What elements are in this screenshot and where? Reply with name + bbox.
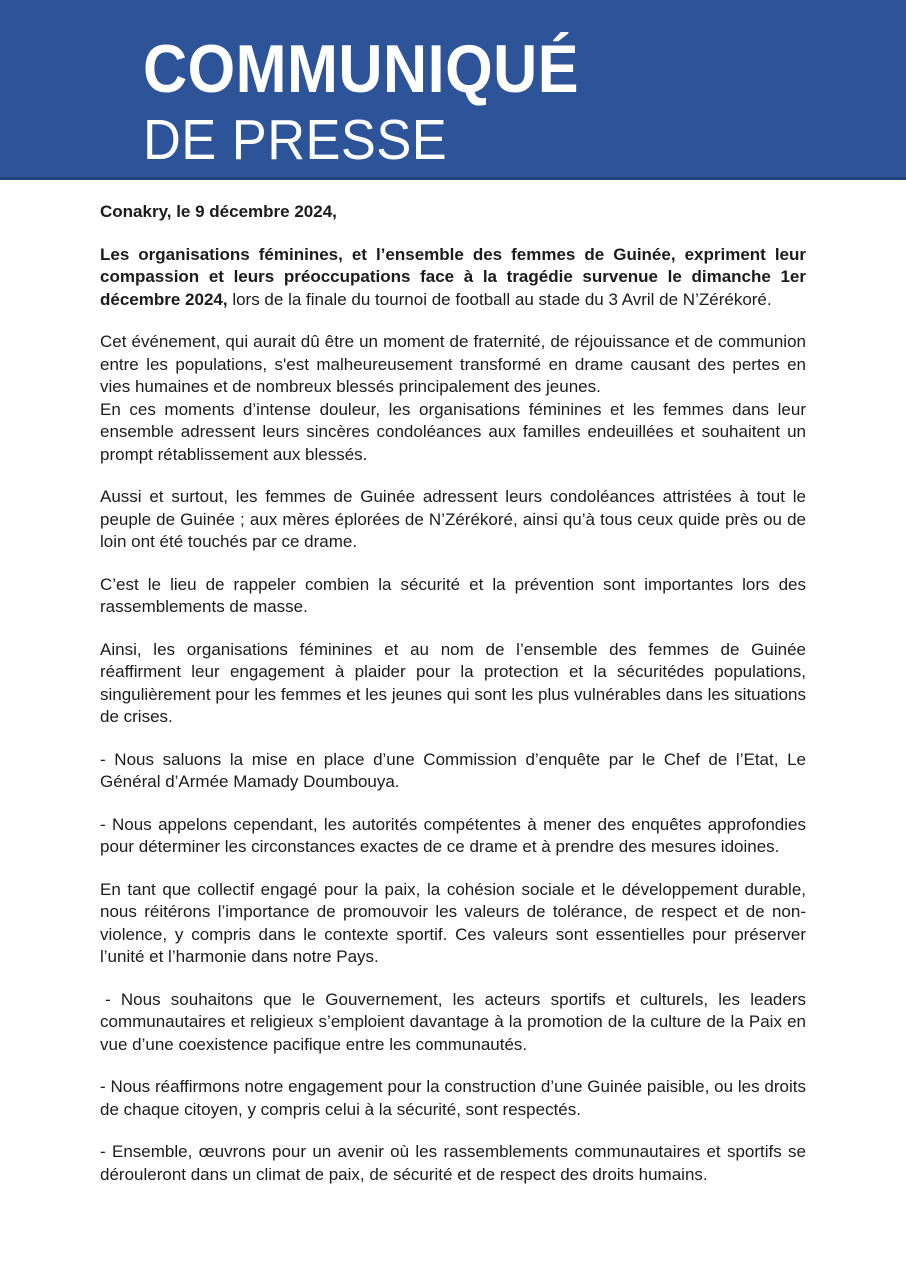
paragraph — [100, 814, 806, 859]
header-title-communique: COMMUNIQUÉ — [143, 31, 579, 108]
paragraph-text-bold: Conakry, le 9 décembre 2024, — [100, 202, 337, 221]
paragraph — [100, 879, 806, 969]
paragraph-text: - Ensemble, œuvrons pour un avenir où les rassemblements communautaires et sportifs se dérouleront dans un climat de paix, de sécurité et de respect des droits humains. — [100, 1142, 806, 1184]
paragraph — [100, 486, 806, 554]
paragraph — [100, 574, 806, 619]
paragraph-text: En ces moments d’intense douleur, les organisations féminines et les femmes dans leur ensemble adressent leurs sincères condoléances aux familles endeuillées et souhaitent un prompt rétablissement aux blessés. — [100, 399, 806, 464]
paragraph-text: Aussi et surtout, les femmes de Guinée adressent leurs condoléances attristées à tout le peuple de Guinée ; aux mères éplorées de N’Zérékoré, ainsi qu’à tous ceux quide près ou de loin ont été touchés par ce drame. — [100, 487, 806, 551]
header-title-de-presse: DE PRESSE — [143, 108, 448, 172]
paragraph-text: Ainsi, les organisations féminines et au nom de l’ensemble des femmes de Guinée réaffirment leur engagement à plaider pour la protection et la sécuritédes populations, singulièrement pour les femmes et les jeunes qui sont les plus vulnérables dans les situations de crises. — [100, 639, 806, 726]
paragraph — [100, 201, 806, 224]
paragraph — [100, 331, 806, 399]
press-release-header — [0, 0, 906, 180]
paragraph-text: - Nous souhaitons que le Gouvernement, les acteurs sportifs et culturels, les leaders communautaires et religieux s’emploient davantage à la promotion de la culture de la Paix en vue d’une coexistence pacifique entre les communautés. — [100, 989, 806, 1054]
paragraph — [100, 639, 806, 729]
paragraph — [100, 1141, 806, 1186]
paragraph — [100, 244, 806, 312]
document-body — [0, 180, 906, 1186]
paragraph-text: C’est le lieu de rappeler combien la sécurité et la prévention sont importantes lors des rassemblements de masse. — [100, 574, 806, 616]
paragraph-text-bold: Les organisations féminines, et l’ensemble des femmes de Guinée, expriment leur compassion et leurs préoccupations face à la tragédie survenue le dimanche 1er décembre 2024, — [100, 244, 806, 309]
paragraph-text: lors de la finale du tournoi de football au stade du 3 Avril de N’Zérékoré. — [227, 289, 772, 309]
paragraph-text: En tant que collectif engagé pour la paix, la cohésion sociale et le développement durable, nous réitérons l’importance de promouvoir les valeurs de tolérance, de respect et de non-violence, y compris dans le contexte sportif. Ces valeurs sont essentielles pour préserver l’unité et l’harmonie dans notre Pays. — [100, 879, 806, 966]
paragraph-text: - Nous appelons cependant, les autorités compétentes à mener des enquêtes approfondies pour déterminer les circonstances exactes de ce drame et à prendre des mesures idoines. — [100, 814, 806, 856]
paragraph-text: - Nous réaffirmons notre engagement pour la construction d’une Guinée paisible, ou les droits de chaque citoyen, y compris celui à la sécurité, sont respectés. — [100, 1077, 806, 1119]
paragraph-text: - Nous saluons la mise en place d’une Commission d’enquête par le Chef de l’Etat, Le Général d’Armée Mamady Doumbouya. — [100, 749, 806, 791]
paragraph — [100, 399, 806, 467]
paragraph-text: Cet événement, qui aurait dû être un moment de fraternité, de réjouissance et de communion entre les populations, s'est malheureusement transformé en drame causant des pertes en vies humaines et de nombreux blessés principalement des jeunes. — [100, 332, 806, 396]
paragraph — [100, 1076, 806, 1121]
paragraph — [100, 989, 806, 1057]
paragraph — [100, 749, 806, 794]
